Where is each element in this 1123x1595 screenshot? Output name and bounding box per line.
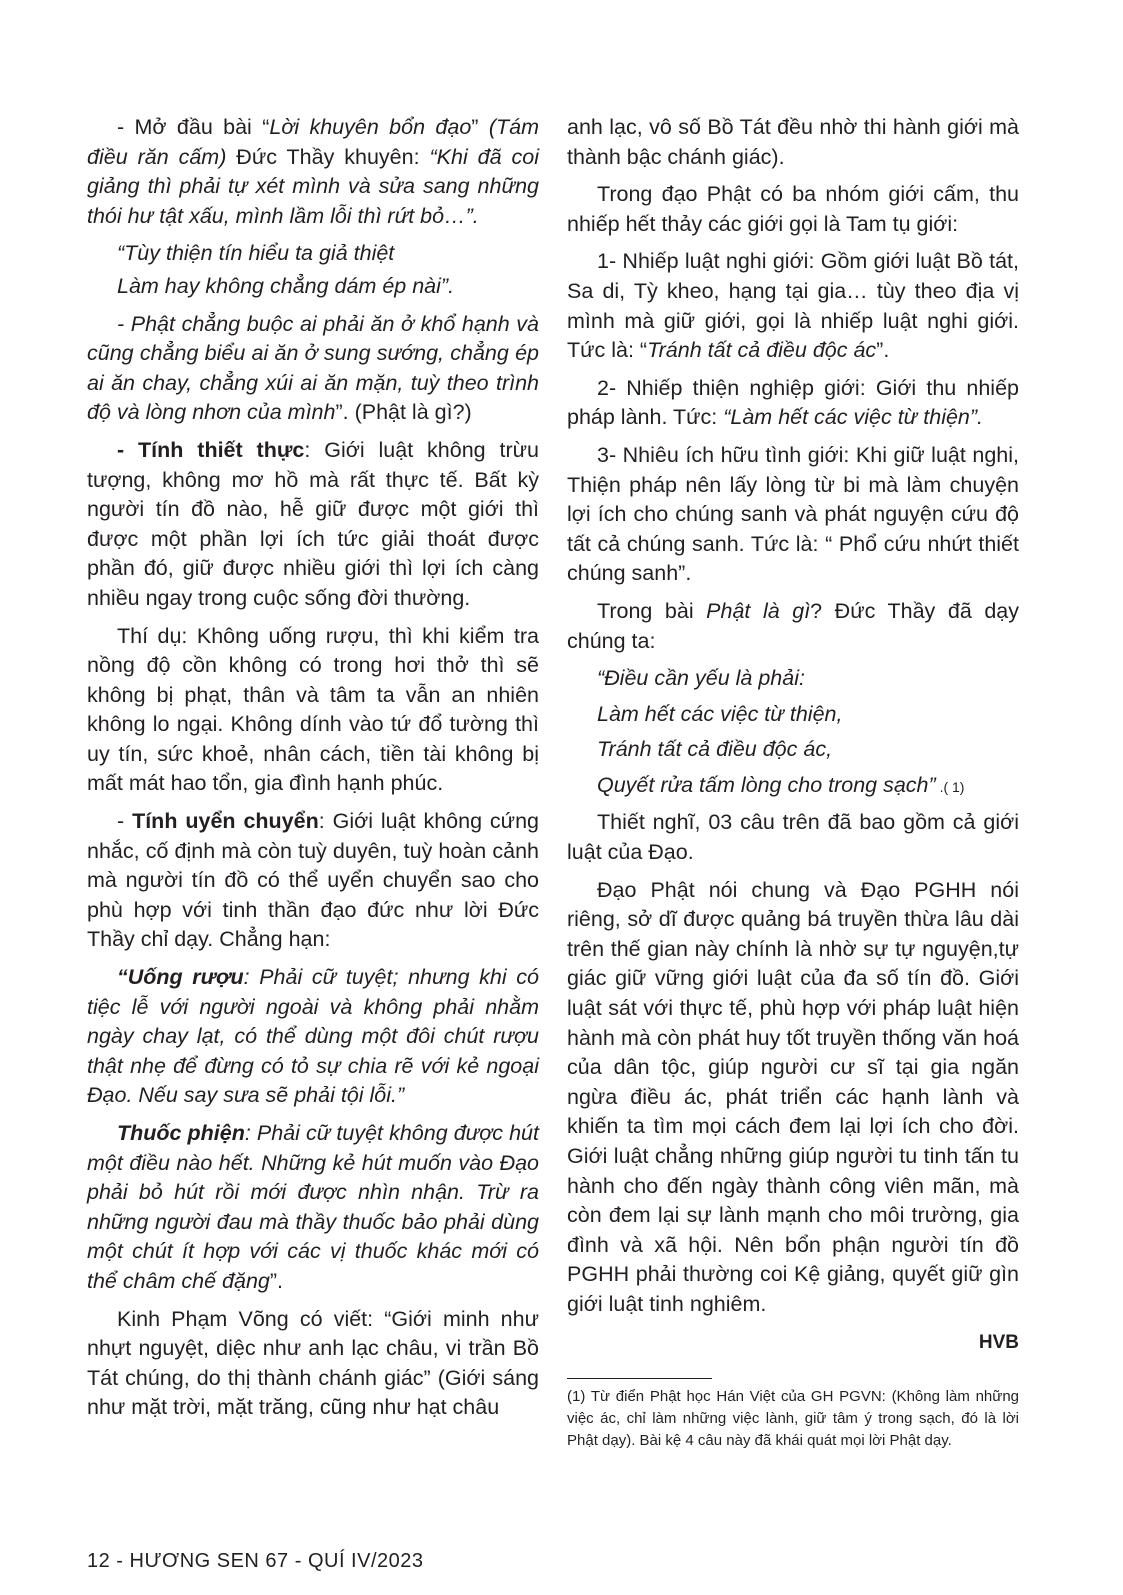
text-run: - Mở đầu bài “ bbox=[117, 115, 270, 139]
paragraph-tam-tu-gioi: Trong đạo Phật có ba nhóm giới cấm, thu nhiếp hết thảy các giới gọi là Tam tụ giới: bbox=[567, 182, 1019, 236]
text-run: : Giới luật không cứng nhắc, cố định mà còn tuỳ duyên, tuỳ hoàn cảnh mà người tín đồ có thể uyển chuyển sao cho phù hợp với tinh thần đạo đức như lời Đức Thầy chỉ dạy. Chẳng hạn: bbox=[87, 809, 539, 952]
paragraph-nhieu-ich-huu-tinh: 3- Nhiêu ích hữu tình giới: Khi giữ luật nghi, Thiện pháp nên lấy lòng từ bi mà làm chuyện lợi ích cho chúng sanh và phát nguyện cứu độ tất cả chúng sanh. Tức là: “ Phổ cứu nhứt thiết chúng sanh”. bbox=[567, 442, 1019, 586]
verse-line: Tránh tất cả điều độc ác, bbox=[597, 737, 833, 762]
verse-line bbox=[567, 771, 1019, 803]
paragraph-nhiep-luat-nghi bbox=[567, 247, 1019, 365]
quote-text: Tránh tất cả điều độc ác bbox=[647, 338, 877, 363]
paragraph-phat-chang-buoc bbox=[87, 310, 539, 428]
verse-line: Làm hết các việc từ thiện, bbox=[597, 701, 843, 726]
paragraph-tinh-thiet-thuc bbox=[87, 436, 539, 614]
work-title: Phật là gì bbox=[706, 598, 811, 623]
right-column bbox=[567, 113, 1019, 1357]
footnote-marker: (1) bbox=[567, 1388, 586, 1405]
paragraph-thi-du: Thí dụ: Không uống rượu, thì khi kiểm tra nồng độ cồn không có trong hơi thở thì sẽ không bị phạt, thân và tâm ta vẫn an nhiên không lo ngại. Không dính vào tứ đổ tường thì uy tín, sức khoẻ, nhân cách, tiền tài không bị mất mát hao tổn, gia đình hạnh phúc. bbox=[87, 623, 539, 796]
footnote bbox=[567, 1386, 1019, 1452]
text-run: - bbox=[117, 809, 133, 834]
page-footer: 12 - HƯƠNG SEN 67 - QUÍ IV/2023 bbox=[87, 1550, 424, 1572]
left-column bbox=[87, 113, 539, 1423]
paragraph-dao-phat-noi-chung: Đạo Phật nói chung và Đạo PGHH nói riêng, sở dĩ được quảng bá truyền thừa lâu dài trên thế gian này chính là nhờ sự tự nguyện,tự giác giữ vững giới luật của đa số tín đồ. Giới luật sát với thực tế, phù hợp với pháp luật hiện hành mà còn phát huy tốt truyền thống văn hoá của dân tộc, giúp người cư sĩ tại gia ngăn ngừa điều ác, phát triển các hạnh lành và khiến ta tìm mọi cách đem lại lợi ích cho đời. Giới luật chẳng những giúp người tu tinh tấn tu hành cho đến ngày thành công viên mãn, mà còn đem lại sự lành mạnh cho môi trường, gia đình và xã hội. Nên bổn phận người tín đồ PGHH phải thường coi Kệ giảng, quyết giữ gìn giới luật tinh nghiêm. bbox=[567, 877, 1019, 1316]
text-run: 1- Nhiếp luật nghi giới: Gồm giới luật Bồ tát, Sa di, Tỳ kheo, hạng tại gia… tùy theo địa vị mình mà giữ giới, gọi là nhiếp luật nghi giới. Tức là: “ bbox=[567, 249, 1019, 363]
verse-line: Làm hay không chẳng dám ép nài”. bbox=[117, 273, 455, 298]
paragraph-thuoc-phien bbox=[87, 1119, 539, 1297]
section-heading: - Tính thiết thực bbox=[117, 437, 305, 462]
footnote-ref: .( 1) bbox=[935, 778, 965, 795]
paragraph-uong-ruou bbox=[87, 963, 539, 1111]
verse-line: “Tùy thiện tín hiểu ta giả thiệt bbox=[117, 241, 395, 266]
paragraph-anh-lac: anh lạc, vô số Bồ Tát đều nhờ thi hành giới mà thành bậc chánh giác). bbox=[567, 115, 1019, 169]
quote-text: : Phải cữ tuyệt; nhưng khi có tiệc lễ với người ngoài và không phải nhằm ngày chay lạt, có thể dùng một đôi chút rượu thật nhẹ để đừng có tỏ sự chia rẽ với kẻ ngoại Đạo. Nếu say sưa sẽ phải tội lỗi.” bbox=[87, 965, 539, 1108]
paragraph-phat-la-gi bbox=[567, 597, 1019, 656]
footnote-divider bbox=[567, 1378, 712, 1379]
text-run: 2- Nhiếp thiện nghiệp giới: Giới thu nhiếp pháp lành. Tức: bbox=[567, 375, 1019, 430]
text-run: (Tám điều răn cấm) bbox=[87, 115, 539, 169]
verse-line: “Điều cần yếu là phải: bbox=[597, 666, 805, 691]
article-title-ref: Lời khuyên bổn đạo bbox=[269, 115, 472, 139]
rule-heading: Thuốc phiện bbox=[117, 1121, 245, 1145]
quote-text: - Phật chẳng buộc ai phải ăn ở khổ hạnh và cũng chẳng biểu ai ăn ở sung sướng, chẳng ép ai ăn chay, chẳng xúi ai ăn mặn, tuỳ theo trình độ và lòng nhơn của mình bbox=[87, 311, 539, 425]
section-heading: Tính uyển chuyển bbox=[132, 809, 319, 834]
text-run: ” bbox=[471, 115, 489, 139]
text-run: Trong bài bbox=[597, 598, 707, 623]
rule-heading: “Uống rượu bbox=[117, 965, 244, 990]
text-run: Đức Thầy khuyên: bbox=[226, 144, 430, 169]
quote-text: “Làm hết các việc từ thiện”. bbox=[723, 405, 984, 430]
text-run: ”. bbox=[876, 338, 890, 363]
paragraph-thiet-nghi: Thiết nghĩ, 03 câu trên đã bao gồm cả giới luật của Đạo. bbox=[567, 810, 1019, 865]
paragraph-loi-khuyen bbox=[87, 113, 539, 231]
footnote-text: Từ điển Phật học Hán Việt của GH PGVN: (Không làm những việc ác, chỉ làm những việc lành, giữ tâm ý trong sạch, đó là lời Phật dạy). Bài kệ 4 câu này đã khái quát mọi lời Phật dạy. bbox=[567, 1388, 1019, 1449]
text-run: ”. (Phật là gì?) bbox=[335, 400, 472, 425]
paragraph-tinh-uyen-chuyen bbox=[87, 807, 539, 955]
text-run: ? Đức Thầy đã dạy chúng ta: bbox=[567, 598, 1019, 653]
text-run: ”. bbox=[269, 1268, 284, 1293]
paragraph-nhiep-thien-nghiep bbox=[567, 374, 1019, 433]
author-signature: HVB bbox=[978, 1331, 1019, 1353]
text-run: : Giới luật không trừu tượng, không mơ hồ mà rất thực tế. Bất kỳ người tín đồ nào, hễ giữ được một giới thì được một phần lợi ích tức giải thoát được phần đó, giữ được nhiều giới thì lợi ích càng nhiều ngay trong cuộc sống đời thường. bbox=[87, 437, 539, 610]
text-run: Quyết rửa tấm lòng cho trong sạch” bbox=[597, 772, 936, 797]
quote-text: : Phải cữ tuyệt không được hút một điều nào hết. Những kẻ hút muốn vào Đạo phải bỏ hút rồi mới được nhìn nhận. Trừ ra những người đau mà thầy thuốc bảo phải dùng một chút ít hợp với các vị thuốc khác mới có thể châm chế đặng bbox=[87, 1121, 539, 1293]
paragraph-kinh-pham-vong: Kinh Phạm Võng có viết: “Giới minh như nhựt nguyệt, diệc như anh lạc châu, vi trần Bồ Tát chúng, do thị thành chánh giác” (Giới sáng như mặt trời, mặt trăng, cũng như hạt châu bbox=[87, 1306, 539, 1420]
quote-text: “Khi đã coi giảng thì phải tự xét mình và sửa sang những thói hư tật xấu, mình lầm lỗi thì rứt bỏ…”. bbox=[87, 144, 539, 228]
